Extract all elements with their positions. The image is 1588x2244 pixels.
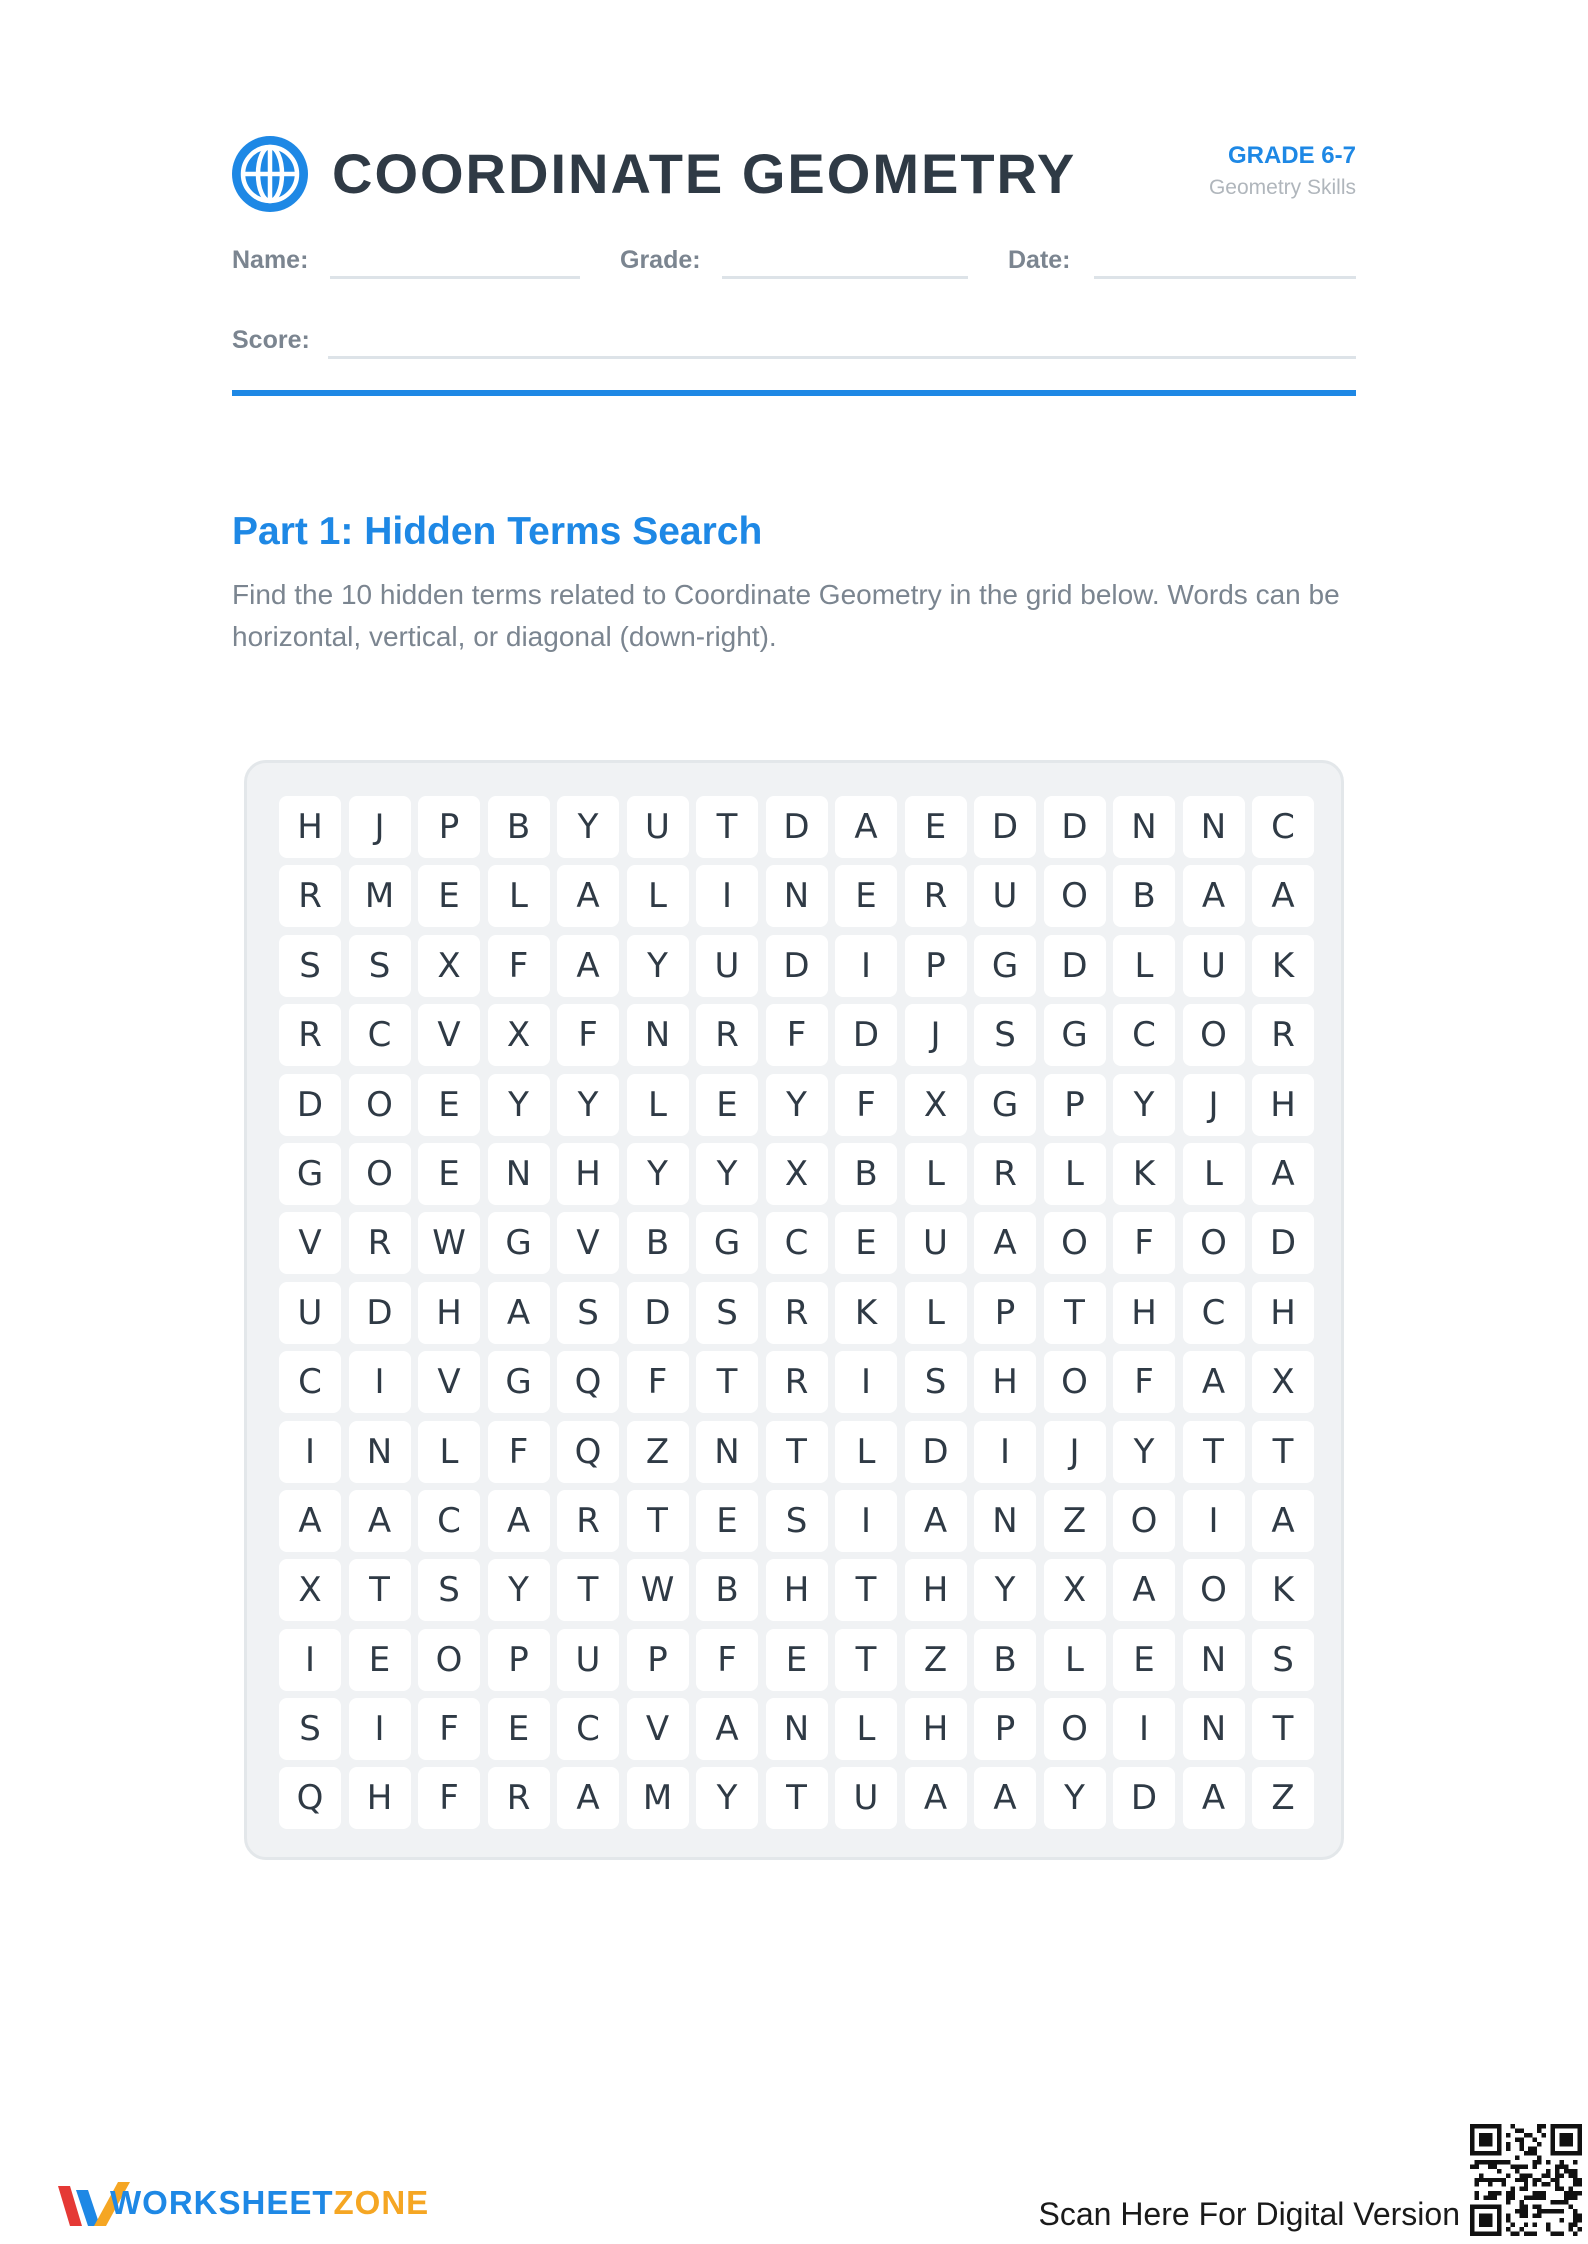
grid-cell[interactable]: T [696, 1351, 758, 1413]
grid-cell[interactable]: A [835, 796, 897, 858]
word-search-grid [279, 796, 1314, 1829]
grid-cell[interactable]: E [349, 1629, 411, 1691]
grid-cell[interactable]: R [279, 865, 341, 927]
grid-cell[interactable]: O [1044, 1698, 1106, 1760]
grid-cell[interactable]: I [835, 1490, 897, 1552]
grid-cell[interactable]: C [279, 1351, 341, 1413]
grid-cell[interactable]: M [349, 865, 411, 927]
grid-cell[interactable]: N [1183, 1629, 1245, 1691]
grid-cell[interactable]: Y [1113, 1074, 1175, 1136]
grid-cell[interactable]: N [488, 1143, 550, 1205]
grid-cell[interactable]: V [557, 1212, 619, 1274]
grid-cell[interactable]: P [627, 1629, 689, 1691]
grid-cell[interactable]: D [627, 1282, 689, 1344]
grid-cell[interactable]: C [418, 1490, 480, 1552]
grid-cell[interactable]: L [627, 1074, 689, 1136]
grid-cell[interactable]: F [627, 1351, 689, 1413]
grid-cell[interactable]: T [766, 1421, 828, 1483]
grid-cell[interactable]: S [279, 1698, 341, 1760]
grid-cell[interactable]: A [488, 1282, 550, 1344]
grid-cell[interactable]: K [1113, 1143, 1175, 1205]
date-label: Date: [1008, 246, 1071, 274]
grid-cell[interactable]: H [1113, 1282, 1175, 1344]
grid-cell[interactable]: E [488, 1698, 550, 1760]
worksheet-header [232, 130, 1356, 220]
grid-cell[interactable]: N [627, 1004, 689, 1066]
grid-cell[interactable]: O [1183, 1212, 1245, 1274]
grid-cell[interactable]: T [557, 1559, 619, 1621]
grid-cell[interactable]: S [974, 1004, 1036, 1066]
grid-cell[interactable]: T [835, 1559, 897, 1621]
grid-cell[interactable]: H [349, 1767, 411, 1829]
grid-cell[interactable]: T [627, 1490, 689, 1552]
grid-cell[interactable]: H [766, 1559, 828, 1621]
grid-cell[interactable]: I [835, 935, 897, 997]
grid-cell[interactable]: H [1252, 1074, 1314, 1136]
grid-cell[interactable]: J [905, 1004, 967, 1066]
grid-cell[interactable]: A [1183, 865, 1245, 927]
grid-cell[interactable]: A [696, 1698, 758, 1760]
grid-cell[interactable]: T [835, 1629, 897, 1691]
grid-cell[interactable]: H [279, 796, 341, 858]
grid-cell[interactable]: A [279, 1490, 341, 1552]
grid-cell[interactable]: E [766, 1629, 828, 1691]
grid-cell[interactable]: E [1113, 1629, 1175, 1691]
grid-cell[interactable]: S [418, 1559, 480, 1621]
grid-cell[interactable]: B [488, 796, 550, 858]
grid-cell[interactable]: P [418, 796, 480, 858]
grade-label: Grade: [620, 246, 701, 274]
grid-cell[interactable]: A [1252, 1143, 1314, 1205]
grid-cell[interactable]: J [349, 796, 411, 858]
grid-cell[interactable]: Y [696, 1767, 758, 1829]
grid-cell[interactable]: L [418, 1421, 480, 1483]
grid-cell[interactable]: A [1252, 865, 1314, 927]
grid-cell[interactable]: E [835, 865, 897, 927]
grid-cell[interactable]: F [1113, 1212, 1175, 1274]
grid-cell[interactable]: Y [766, 1074, 828, 1136]
grid-cell[interactable]: R [349, 1212, 411, 1274]
grid-cell[interactable]: V [279, 1212, 341, 1274]
grid-cell[interactable]: Y [557, 796, 619, 858]
grid-cell[interactable]: Y [627, 935, 689, 997]
name-field[interactable] [330, 276, 580, 279]
grid-cell[interactable]: E [696, 1490, 758, 1552]
grid-cell[interactable]: D [1113, 1767, 1175, 1829]
grid-cell[interactable]: Y [974, 1559, 1036, 1621]
grid-cell[interactable]: B [627, 1212, 689, 1274]
grid-cell[interactable]: L [1044, 1629, 1106, 1691]
grid-cell[interactable]: J [1044, 1421, 1106, 1483]
globe-icon [232, 136, 308, 212]
grid-cell[interactable]: F [766, 1004, 828, 1066]
grid-cell[interactable]: T [766, 1767, 828, 1829]
header-divider [232, 390, 1356, 396]
grid-cell[interactable]: W [418, 1212, 480, 1274]
grid-cell[interactable]: M [627, 1767, 689, 1829]
grid-cell[interactable]: Y [488, 1074, 550, 1136]
grid-cell[interactable]: T [1252, 1421, 1314, 1483]
grid-cell[interactable]: E [418, 865, 480, 927]
grade-field[interactable] [722, 276, 968, 279]
grid-cell[interactable]: T [1183, 1421, 1245, 1483]
grid-cell[interactable]: F [835, 1074, 897, 1136]
grid-cell[interactable]: S [905, 1351, 967, 1413]
grid-cell[interactable]: A [974, 1212, 1036, 1274]
grid-cell[interactable]: S [557, 1282, 619, 1344]
grid-cell[interactable]: P [974, 1282, 1036, 1344]
grid-cell[interactable]: R [905, 865, 967, 927]
grid-cell[interactable]: A [1252, 1490, 1314, 1552]
grid-cell[interactable]: B [974, 1629, 1036, 1691]
grid-cell[interactable]: R [1252, 1004, 1314, 1066]
grid-cell[interactable]: E [835, 1212, 897, 1274]
grid-cell[interactable]: N [974, 1490, 1036, 1552]
grid-cell[interactable]: H [1252, 1282, 1314, 1344]
brand-name-part1: WORKSHEET [110, 2184, 334, 2221]
grid-cell[interactable]: L [905, 1282, 967, 1344]
grid-cell[interactable]: E [905, 796, 967, 858]
grid-cell[interactable]: F [488, 935, 550, 997]
grid-cell[interactable]: O [1044, 865, 1106, 927]
grid-cell[interactable]: G [279, 1143, 341, 1205]
grid-cell[interactable]: U [974, 865, 1036, 927]
grid-cell[interactable]: O [418, 1629, 480, 1691]
scan-instruction: Scan Here For Digital Version [1038, 2196, 1460, 2232]
grid-cell[interactable]: I [279, 1421, 341, 1483]
grid-cell[interactable]: A [974, 1767, 1036, 1829]
part1-instructions: Find the 10 hidden terms related to Coordinate Geometry in the grid below. Words can be horizontal, vertical, or diagonal (down-right). [232, 579, 1340, 652]
grid-cell[interactable]: G [696, 1212, 758, 1274]
score-label: Score: [232, 326, 310, 354]
grid-cell[interactable]: I [349, 1698, 411, 1760]
grid-cell[interactable]: O [1044, 1212, 1106, 1274]
grid-cell[interactable]: U [557, 1629, 619, 1691]
grid-cell[interactable]: D [766, 796, 828, 858]
grid-cell[interactable]: D [279, 1074, 341, 1136]
grid-cell[interactable]: A [1113, 1559, 1175, 1621]
grid-cell[interactable]: I [835, 1351, 897, 1413]
grid-cell[interactable]: Y [696, 1143, 758, 1205]
grid-cell[interactable]: O [1183, 1004, 1245, 1066]
grid-cell[interactable]: O [349, 1074, 411, 1136]
grid-cell[interactable]: E [696, 1074, 758, 1136]
grid-cell[interactable]: K [1252, 1559, 1314, 1621]
grid-cell[interactable]: I [349, 1351, 411, 1413]
grid-cell[interactable]: U [279, 1282, 341, 1344]
grid-cell[interactable]: S [1252, 1629, 1314, 1691]
grid-cell[interactable]: H [557, 1143, 619, 1205]
grid-cell[interactable]: A [1183, 1351, 1245, 1413]
grid-cell[interactable]: I [1113, 1698, 1175, 1760]
grid-cell[interactable]: X [1044, 1559, 1106, 1621]
grid-cell[interactable]: U [905, 1212, 967, 1274]
grid-cell[interactable]: X [905, 1074, 967, 1136]
qr-code-icon[interactable] [1470, 2124, 1582, 2236]
grid-cell[interactable]: L [835, 1421, 897, 1483]
grid-cell[interactable]: B [1113, 865, 1175, 927]
grid-cell[interactable]: Q [557, 1421, 619, 1483]
grid-cell[interactable]: Z [1252, 1767, 1314, 1829]
grid-cell[interactable]: Y [627, 1143, 689, 1205]
grid-cell[interactable]: N [766, 865, 828, 927]
grid-cell[interactable]: Y [1113, 1421, 1175, 1483]
grid-cell[interactable]: I [974, 1421, 1036, 1483]
grid-cell[interactable]: Y [488, 1559, 550, 1621]
grid-cell[interactable]: P [905, 935, 967, 997]
grid-cell[interactable]: R [488, 1767, 550, 1829]
grid-cell[interactable]: W [627, 1559, 689, 1621]
grid-cell[interactable]: C [1183, 1282, 1245, 1344]
grid-cell[interactable]: E [418, 1074, 480, 1136]
grid-cell[interactable]: P [488, 1629, 550, 1691]
grid-cell[interactable]: X [418, 935, 480, 997]
grid-cell[interactable]: X [766, 1143, 828, 1205]
word-search-panel [244, 760, 1344, 1860]
grid-cell[interactable]: L [1113, 935, 1175, 997]
grid-cell[interactable]: D [766, 935, 828, 997]
grid-cell[interactable]: G [488, 1351, 550, 1413]
grid-cell[interactable]: V [418, 1351, 480, 1413]
grid-cell[interactable]: A [1183, 1767, 1245, 1829]
grid-cell[interactable]: Z [1044, 1490, 1106, 1552]
grid-cell[interactable]: R [557, 1490, 619, 1552]
grid-cell[interactable]: V [418, 1004, 480, 1066]
grid-cell[interactable]: D [974, 796, 1036, 858]
grid-cell[interactable]: G [974, 1074, 1036, 1136]
grid-cell[interactable]: D [1044, 935, 1106, 997]
grid-cell[interactable]: C [766, 1212, 828, 1274]
grid-cell[interactable]: L [1044, 1143, 1106, 1205]
score-field[interactable] [328, 356, 1356, 359]
grid-cell[interactable]: F [418, 1767, 480, 1829]
brand-name-part2: ZONE [333, 2184, 430, 2221]
grid-cell[interactable]: A [557, 1767, 619, 1829]
grid-cell[interactable]: O [1183, 1559, 1245, 1621]
grid-cell[interactable]: U [696, 935, 758, 997]
grid-cell[interactable]: G [974, 935, 1036, 997]
grid-cell[interactable]: Y [557, 1074, 619, 1136]
grid-cell[interactable]: N [1113, 796, 1175, 858]
date-field[interactable] [1094, 276, 1356, 279]
grid-cell[interactable]: U [627, 796, 689, 858]
grid-cell[interactable]: R [279, 1004, 341, 1066]
grid-cell[interactable]: L [835, 1698, 897, 1760]
grid-cell[interactable]: C [349, 1004, 411, 1066]
part1-title: Part 1: Hidden Terms Search [232, 510, 763, 553]
grid-cell[interactable]: L [488, 865, 550, 927]
grid-cell[interactable]: X [1252, 1351, 1314, 1413]
grid-cell[interactable]: H [418, 1282, 480, 1344]
grid-cell[interactable]: F [696, 1629, 758, 1691]
grid-cell[interactable]: F [557, 1004, 619, 1066]
grid-cell[interactable]: U [835, 1767, 897, 1829]
grid-cell[interactable]: C [1113, 1004, 1175, 1066]
grade-badge: GRADE 6-7 [1227, 142, 1356, 169]
grid-cell[interactable]: D [905, 1421, 967, 1483]
grid-cell[interactable]: N [696, 1421, 758, 1483]
grid-cell[interactable]: S [696, 1282, 758, 1344]
grid-cell[interactable]: D [1252, 1212, 1314, 1274]
grid-cell[interactable]: G [1044, 1004, 1106, 1066]
grid-cell[interactable]: R [696, 1004, 758, 1066]
grid-cell[interactable]: D [349, 1282, 411, 1344]
name-label: Name: [232, 246, 309, 274]
grid-cell[interactable]: K [1252, 935, 1314, 997]
grid-cell[interactable]: T [349, 1559, 411, 1621]
grid-cell[interactable]: P [1044, 1074, 1106, 1136]
grid-cell[interactable]: T [696, 796, 758, 858]
grid-cell[interactable]: F [1113, 1351, 1175, 1413]
grid-cell[interactable]: N [1183, 796, 1245, 858]
grid-cell[interactable]: C [557, 1698, 619, 1760]
grid-cell[interactable]: A [488, 1490, 550, 1552]
grid-cell[interactable]: S [349, 935, 411, 997]
grid-cell[interactable]: X [279, 1559, 341, 1621]
grid-cell[interactable]: Q [557, 1351, 619, 1413]
grid-cell[interactable]: J [1183, 1074, 1245, 1136]
grid-cell[interactable]: Q [279, 1767, 341, 1829]
grid-cell[interactable]: K [835, 1282, 897, 1344]
grid-cell[interactable]: Y [1044, 1767, 1106, 1829]
grid-cell[interactable]: Z [627, 1421, 689, 1483]
grid-cell[interactable]: T [1252, 1698, 1314, 1760]
grid-cell[interactable]: X [488, 1004, 550, 1066]
brand-name [110, 2184, 429, 2222]
grid-cell[interactable]: T [1044, 1282, 1106, 1344]
grid-cell[interactable]: A [349, 1490, 411, 1552]
grid-cell[interactable]: A [905, 1490, 967, 1552]
grid-cell[interactable]: R [974, 1143, 1036, 1205]
grid-cell[interactable]: H [905, 1559, 967, 1621]
grid-cell[interactable]: I [1183, 1490, 1245, 1552]
grid-cell[interactable]: F [488, 1421, 550, 1483]
grid-cell[interactable]: V [627, 1698, 689, 1760]
grid-cell[interactable]: D [1044, 796, 1106, 858]
grid-cell[interactable]: P [974, 1698, 1036, 1760]
grid-cell[interactable]: A [557, 865, 619, 927]
grid-cell[interactable]: L [1183, 1143, 1245, 1205]
grid-cell[interactable]: S [279, 935, 341, 997]
grid-cell[interactable]: A [905, 1767, 967, 1829]
grid-cell[interactable]: S [766, 1490, 828, 1552]
grid-cell[interactable]: C [1252, 796, 1314, 858]
grid-cell[interactable]: L [905, 1143, 967, 1205]
grid-cell[interactable]: E [418, 1143, 480, 1205]
grid-cell[interactable]: Z [905, 1629, 967, 1691]
subject-label: Geometry Skills [1208, 176, 1356, 199]
grid-cell[interactable]: G [488, 1212, 550, 1274]
grid-cell[interactable]: N [349, 1421, 411, 1483]
grid-cell[interactable]: I [279, 1629, 341, 1691]
grid-cell[interactable]: A [557, 935, 619, 997]
grid-cell[interactable]: D [835, 1004, 897, 1066]
page-title: COORDINATE GEOMETRY [332, 142, 1077, 205]
grid-cell[interactable]: O [1044, 1351, 1106, 1413]
grid-cell[interactable]: U [1183, 935, 1245, 997]
grid-cell[interactable]: I [696, 865, 758, 927]
grid-cell[interactable]: B [835, 1143, 897, 1205]
grid-cell[interactable]: L [627, 865, 689, 927]
grid-cell[interactable]: O [1113, 1490, 1175, 1552]
grid-cell[interactable]: F [418, 1698, 480, 1760]
grid-cell[interactable]: O [349, 1143, 411, 1205]
grid-cell[interactable]: R [766, 1282, 828, 1344]
grid-cell[interactable]: N [766, 1698, 828, 1760]
grid-cell[interactable]: R [766, 1351, 828, 1413]
grid-cell[interactable]: B [696, 1559, 758, 1621]
grid-cell[interactable]: H [905, 1698, 967, 1760]
grid-cell[interactable]: N [1183, 1698, 1245, 1760]
grid-cell[interactable]: H [974, 1351, 1036, 1413]
